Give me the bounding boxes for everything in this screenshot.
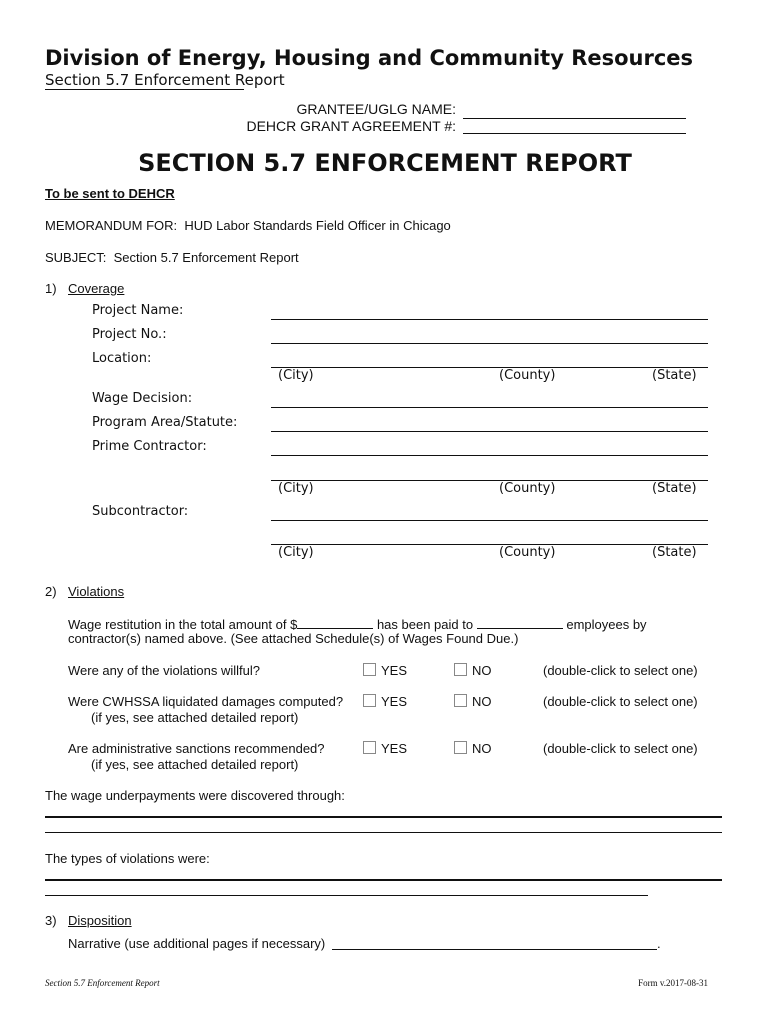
cwhssa-hint: (double-click to select one) [543,694,698,709]
cwhssa-yes-label: YES [381,694,408,709]
sanctions-note: (if yes, see attached detailed report) [91,757,299,772]
narrative-label: Narrative (use additional pages if necessary) [68,936,326,951]
cwhssa-note: (if yes, see attached detailed report) [91,710,299,725]
sub-state-caption: (State) [652,545,697,560]
narrative-period: . [657,936,661,951]
willful-yes-checkbox[interactable] [363,663,376,676]
location-label: Location: [92,351,152,366]
discovered-field-line-1[interactable] [45,816,722,818]
project-no-field[interactable] [271,343,708,344]
memo-label: MEMORANDUM FOR: [45,218,178,233]
footer-right: Form v.2017-08-31 [638,978,708,988]
grantee-name-field[interactable] [463,118,686,119]
memo-value: HUD Labor Standards Field Officer in Chicago [184,218,451,233]
location-county-caption: (County) [499,368,556,383]
prime-city-caption: (City) [278,481,314,496]
cwhssa-yes-checkbox[interactable] [363,694,376,707]
discovered-field-line-2[interactable] [45,832,722,833]
cwhssa-no-label: NO [472,694,492,709]
location-state-caption: (State) [652,368,697,383]
subject-line [45,250,299,265]
restitution-amount-field[interactable] [297,616,373,629]
sub-city-caption: (City) [278,545,314,560]
violations-heading: Violations [68,584,125,599]
prime-state-caption: (State) [652,481,697,496]
sanctions-no-checkbox[interactable] [454,741,467,754]
sub-county-caption: (County) [499,545,556,560]
restitution-text-a: Wage restitution in the total amount of $ [68,617,298,632]
org-title: Division of Energy, Housing and Community Resources [45,46,694,70]
willful-hint: (double-click to select one) [543,663,698,678]
willful-question: Were any of the violations willful? [68,663,260,678]
subcontractor-field[interactable] [271,520,708,521]
prime-contractor-label: Prime Contractor: [92,439,207,454]
cwhssa-no-checkbox[interactable] [454,694,467,707]
types-label: The types of violations were: [45,851,210,866]
program-area-field[interactable] [271,431,708,432]
willful-no-label: NO [472,663,492,678]
location-field[interactable] [271,367,708,368]
sanctions-yes-checkbox[interactable] [363,741,376,754]
footer-left: Section 5.7 Enforcement Report [45,978,160,988]
main-title: SECTION 5.7 ENFORCEMENT REPORT [138,149,632,177]
subtitle-underline [45,89,244,90]
prime-contractor-field[interactable] [271,455,708,456]
restitution-line [68,616,647,632]
employee-count-field[interactable] [477,616,563,629]
cwhssa-question: Were CWHSSA liquidated damages computed? [68,694,344,709]
willful-no-checkbox[interactable] [454,663,467,676]
subcontractor-address-field[interactable] [271,544,708,545]
send-to-note: To be sent to DEHCR [45,186,175,201]
prime-county-caption: (County) [499,481,556,496]
subcontractor-label: Subcontractor: [92,504,189,519]
wage-decision-label: Wage Decision: [92,391,193,406]
prime-contractor-address-field[interactable] [271,480,708,481]
disposition-heading: Disposition [68,913,132,928]
types-field-line-2[interactable] [45,895,648,896]
project-name-label: Project Name: [92,303,184,318]
violations-number: 2) [45,584,57,599]
willful-yes-label: YES [381,663,408,678]
narrative-field[interactable] [332,949,657,950]
memo-line [45,218,451,233]
types-field-line-1[interactable] [45,879,722,881]
wage-decision-field[interactable] [271,407,708,408]
report-subtitle: Section 5.7 Enforcement Report [45,71,285,89]
coverage-heading: Coverage [68,281,125,296]
restitution-line-2: contractor(s) named above. (See attached Schedule(s) of Wages Found Due.) [68,631,519,646]
project-no-label: Project No.: [92,327,167,342]
location-city-caption: (City) [278,368,314,383]
disposition-number: 3) [45,913,57,928]
subject-value: Section 5.7 Enforcement Report [113,250,299,265]
restitution-text-b: has been paid to [376,617,474,632]
program-area-label: Program Area/Statute: [92,415,238,430]
grantee-label: GRANTEE/UGLG NAME: [296,101,456,117]
sanctions-no-label: NO [472,741,492,756]
sanctions-question: Are administrative sanctions recommended? [68,741,325,756]
agreement-label: DEHCR GRANT AGREEMENT #: [246,118,456,134]
sanctions-yes-label: YES [381,741,408,756]
agreement-number-field[interactable] [463,133,686,134]
subject-label: SUBJECT: [45,250,107,265]
coverage-number: 1) [45,281,57,296]
restitution-text-c: employees by [566,617,647,632]
project-name-field[interactable] [271,319,708,320]
discovered-label: The wage underpayments were discovered through: [45,788,345,803]
sanctions-hint: (double-click to select one) [543,741,698,756]
